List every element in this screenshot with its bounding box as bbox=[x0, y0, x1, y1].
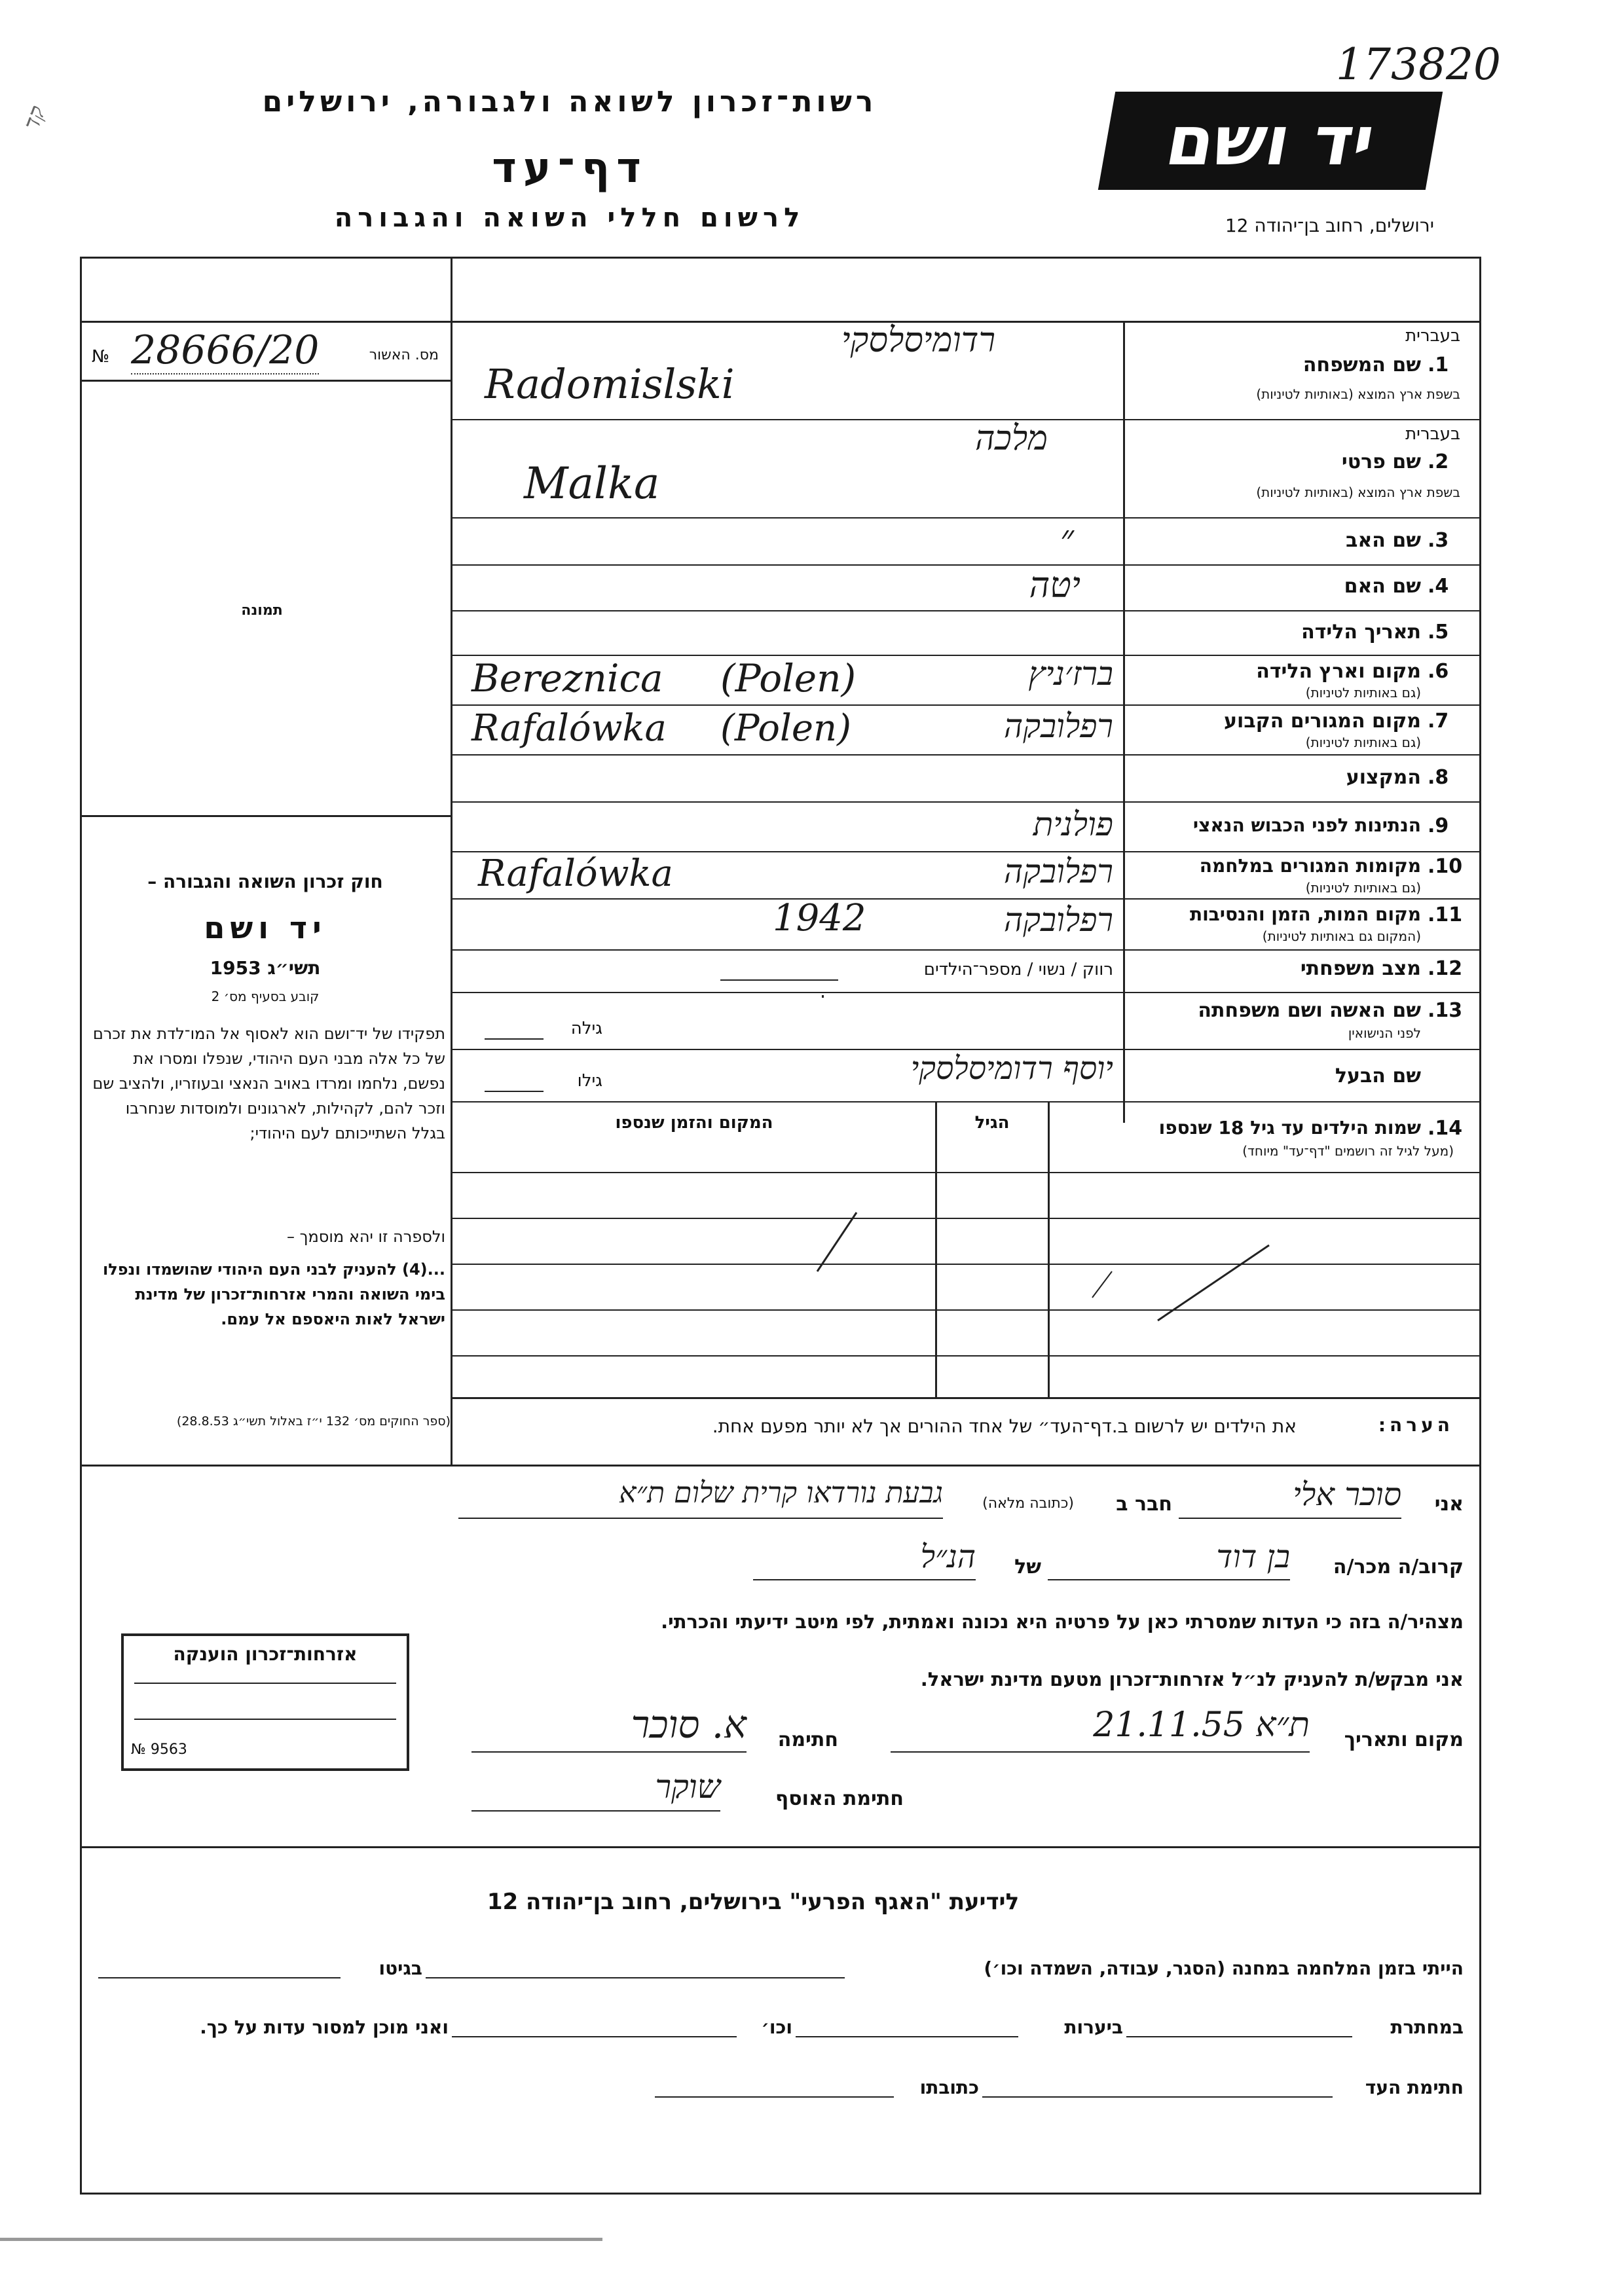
witness-member-label: חבר ב bbox=[1116, 1493, 1172, 1516]
field-11-sub: (המקום גם באותיות לטיניות) bbox=[1262, 928, 1421, 944]
field-8-label: המקצוע bbox=[1346, 766, 1421, 789]
field-9-number: 9. bbox=[1428, 814, 1449, 837]
photo-label: תמונה bbox=[241, 602, 283, 619]
field-13-age-label: גילה bbox=[570, 1019, 602, 1038]
children-col-age: הגיל bbox=[974, 1113, 1010, 1133]
address-line: ירושלים, רחוב בן־יהודה 12 bbox=[1225, 215, 1434, 236]
field-7-number: 7. bbox=[1428, 710, 1449, 733]
field-8-number: 8. bbox=[1428, 766, 1449, 789]
collector-signature: שוקר bbox=[655, 1768, 720, 1806]
form-subtitle: לרשום חללי השואה והגבורה bbox=[334, 203, 805, 233]
stamp-number: № 9563 bbox=[131, 1741, 187, 1758]
field-6-hebrew-value: ברז׳ניץ bbox=[1028, 655, 1113, 693]
field-6-number: 6. bbox=[1428, 660, 1449, 683]
field-6-label: מקום וארץ הלידה bbox=[1256, 660, 1421, 683]
place-date-value: ת״א 21.11.55 bbox=[1093, 1705, 1310, 1745]
witness-relative-label: קרוב/ה מכר/ה bbox=[1333, 1556, 1464, 1578]
note-label: הערה: bbox=[1378, 1414, 1454, 1436]
field-11-number: 11. bbox=[1428, 903, 1463, 926]
field-1-latin-value: Radomislski bbox=[485, 360, 735, 408]
corner-mark: קד bbox=[18, 102, 51, 134]
field-2-hebrew-tag: בעברית bbox=[1405, 424, 1460, 444]
signature-value: א. סוכר bbox=[631, 1702, 747, 1747]
field-13-number: 13. bbox=[1428, 999, 1463, 1022]
children-col-place: המקום והזמן שנספו bbox=[615, 1113, 773, 1133]
field-4-value: יטה bbox=[1029, 564, 1080, 606]
field-10-latin-value: Rafalówka bbox=[478, 852, 673, 895]
handwritten-archive-number: 173820 bbox=[1336, 39, 1501, 90]
field-1-hebrew-value: רדומיסלסקי bbox=[841, 321, 995, 360]
witness-of-value: הנ״ל bbox=[920, 1539, 976, 1575]
field-2-latin-value: Malka bbox=[524, 458, 660, 509]
footer-line3-label: חתימת העד bbox=[1365, 2077, 1464, 2098]
field-1-label: שם המשפחה bbox=[1302, 354, 1421, 376]
scan-artifact bbox=[0, 2238, 602, 2241]
footer-line2-end: ואני מוכן למסור עדות על כך. bbox=[200, 2016, 449, 2038]
field-3-value: ״ bbox=[1060, 517, 1074, 560]
law-clause-2: ולספרה זו יהא מוסמך – bbox=[286, 1228, 445, 1246]
field-10-hebrew-value: רפלובקה bbox=[1003, 852, 1113, 890]
law-name: יד ושם bbox=[204, 910, 327, 945]
field-1-hebrew-tag: בעברית bbox=[1405, 326, 1460, 346]
field-1-latin-tag: בשפת ארץ המוצא (באותיות לטיניות) bbox=[1256, 386, 1460, 402]
authority-title: רשות־זכרון לשואה ולגבורה, ירושלים bbox=[262, 85, 877, 118]
field-5-label: תאריך הלידה bbox=[1301, 621, 1421, 644]
witness-member-sub: (כתובה מלאה) bbox=[982, 1495, 1074, 1512]
label-column-divider bbox=[1123, 321, 1125, 1123]
approval-number: 28666/20 bbox=[131, 327, 320, 373]
field-2-latin-tag: בשפת ארץ המוצא (באותיות לטיניות) bbox=[1256, 484, 1460, 500]
footer-title: לידיעת "האגף הפרעי" בירושלים, רחוב בן־יהודה 12 bbox=[487, 1889, 1020, 1915]
field-10-number: 10. bbox=[1428, 855, 1463, 878]
field-12-number: 12. bbox=[1428, 957, 1463, 980]
witness-declaration: מצהיר/ה בזה כי העדות שמסרתי כאן על פרטיה היא נכונה ואמתית, לפי מיטב ידיעתי והכרתי. bbox=[661, 1611, 1464, 1633]
note-text: את הילדים יש לרשום ב.דף־העד״ של אחד ההורים אך לא יותר מפעם אחת. bbox=[712, 1415, 1297, 1437]
field-12-options: רווק / נשוי / מספר־הילדים bbox=[923, 960, 1113, 979]
footer-line2-mid: ביערות bbox=[1064, 2016, 1123, 2038]
field-1-number: 1. bbox=[1428, 354, 1449, 376]
law-text-2: ...(4) להעניק לבני העם היהודי שהושמדו ונפלו בימי השואה והמרי אזרחות־זכרון של מדינת ישראל לאות היאספם אל עמם. bbox=[103, 1260, 445, 1328]
witness-relation: בן דוד bbox=[1216, 1539, 1290, 1575]
place-date-label: מקום ותאריך bbox=[1344, 1728, 1464, 1751]
children-label: שמות הילדים עד גיל 18 שנספו bbox=[1158, 1117, 1421, 1139]
witness-of-label: של bbox=[1014, 1556, 1041, 1578]
field-2-number: 2. bbox=[1428, 450, 1449, 473]
husband-label: שם הבעל bbox=[1335, 1065, 1421, 1087]
husband-age-label: גילו bbox=[577, 1071, 602, 1091]
field-6-sub: (גם באותיות לטיניות) bbox=[1305, 685, 1421, 701]
law-title: חוק זכרון השואה והגבורה – bbox=[147, 871, 383, 892]
field-10-sub: (גם באותיות לטיניות) bbox=[1305, 880, 1421, 896]
field-13-label: שם האשה ושם משפחתה bbox=[1198, 999, 1421, 1022]
form-title: דף־עד bbox=[492, 144, 648, 192]
field-7-sub: (גם באותיות לטיניות) bbox=[1305, 735, 1421, 750]
witness-name: סוכר אלי bbox=[1293, 1476, 1401, 1513]
field-12-label: מצב משפחתי bbox=[1300, 957, 1421, 980]
field-7-country: (Polen) bbox=[720, 707, 851, 750]
field-4-label: שם האם bbox=[1344, 575, 1421, 598]
field-13-sub: לפני הנישואין bbox=[1348, 1025, 1421, 1041]
field-6-country: (Polen) bbox=[720, 656, 857, 701]
witness-request: אני מבקש/ת להעניק לנ״ל אזרחות־זכרון מטעם מדינת ישראל. bbox=[920, 1668, 1464, 1690]
husband-value: יוסף רדומיסלסקי bbox=[910, 1050, 1113, 1087]
footer-line2-label: במחתרת bbox=[1390, 2016, 1464, 2038]
field-7-label: מקום המגורים הקבוע bbox=[1224, 710, 1421, 733]
stamp-title: אזרחות־זכרון הוענקה bbox=[173, 1643, 358, 1665]
law-year: תשי״ג 1953 bbox=[210, 957, 321, 979]
field-4-number: 4. bbox=[1428, 575, 1449, 598]
law-reference: (ספר החוקים מס׳ 132 י״ז באלול תשי״ג 28.8.53) bbox=[176, 1414, 451, 1429]
field-7-latin-value: Rafalówka bbox=[471, 707, 667, 750]
field-5-number: 5. bbox=[1428, 621, 1449, 644]
field-9-label: הנתינות לפני הכבוש הנאצי bbox=[1192, 814, 1421, 836]
field-11-label: מקום המות, הזמן והנסיבות bbox=[1189, 903, 1421, 925]
signature-label: חתימה bbox=[777, 1728, 838, 1751]
footer-line3-end: כתובתו bbox=[919, 2077, 979, 2098]
field-7-hebrew-value: רפלובקה bbox=[1003, 707, 1113, 745]
footer-line2-mid2: וכו׳ bbox=[761, 2016, 792, 2038]
law-text: תפקידו של יד־ושם הוא לאסוף אל המו־לדת את זכרם של כל אלה מבני העם היהודי, שנפלו ומסרו את נפשם, נלחמו ומרדו באויב הנאצי ובעוזריו, ולהציב שם וזכר להם, לקהילות, לארגונים ולמוסדות שנחרבו בגלל השתייכותם לעם היהודי; bbox=[92, 1025, 445, 1142]
footer-line1-label: הייתי בזמן המלחמה במחנה (הסגר, עבודה, השמדה וכו׳) bbox=[984, 1958, 1464, 1979]
field-2-hebrew-value: מלכה bbox=[974, 419, 1048, 458]
approval-no-prefix: № bbox=[92, 347, 110, 367]
field-10-label: מקומות המגורים במלחמה bbox=[1199, 855, 1421, 877]
field-2-label: שם פרטי bbox=[1341, 450, 1421, 473]
witness-i-label: אני bbox=[1434, 1493, 1464, 1516]
law-clause: קובע בסעיף מס׳ 2 bbox=[211, 989, 320, 1004]
yad-vashem-logo: יד ושם bbox=[1098, 92, 1443, 190]
footer-line1-end: בגיטו bbox=[378, 1958, 422, 1979]
witness-address: גבעת נורדאו קרית שלום ת״א bbox=[619, 1476, 943, 1510]
field-3-number: 3. bbox=[1428, 529, 1449, 552]
children-sub: (מעל לגיל זה רושמים "דף־עד" מיוחד) bbox=[1242, 1143, 1454, 1159]
field-11-year: 1942 bbox=[773, 897, 866, 939]
children-number: 14. bbox=[1428, 1117, 1463, 1140]
approval-label: מס. האשור bbox=[369, 347, 439, 363]
children-strike-lines bbox=[451, 1101, 1481, 1397]
field-6-latin-value: Bereznica bbox=[471, 656, 663, 701]
field-9-value: פולנית bbox=[1033, 805, 1113, 843]
collector-label: חתימת האוסף bbox=[775, 1787, 904, 1810]
field-3-label: שם האב bbox=[1346, 529, 1421, 552]
field-11-hebrew-value: רפלובקה bbox=[1003, 901, 1113, 939]
